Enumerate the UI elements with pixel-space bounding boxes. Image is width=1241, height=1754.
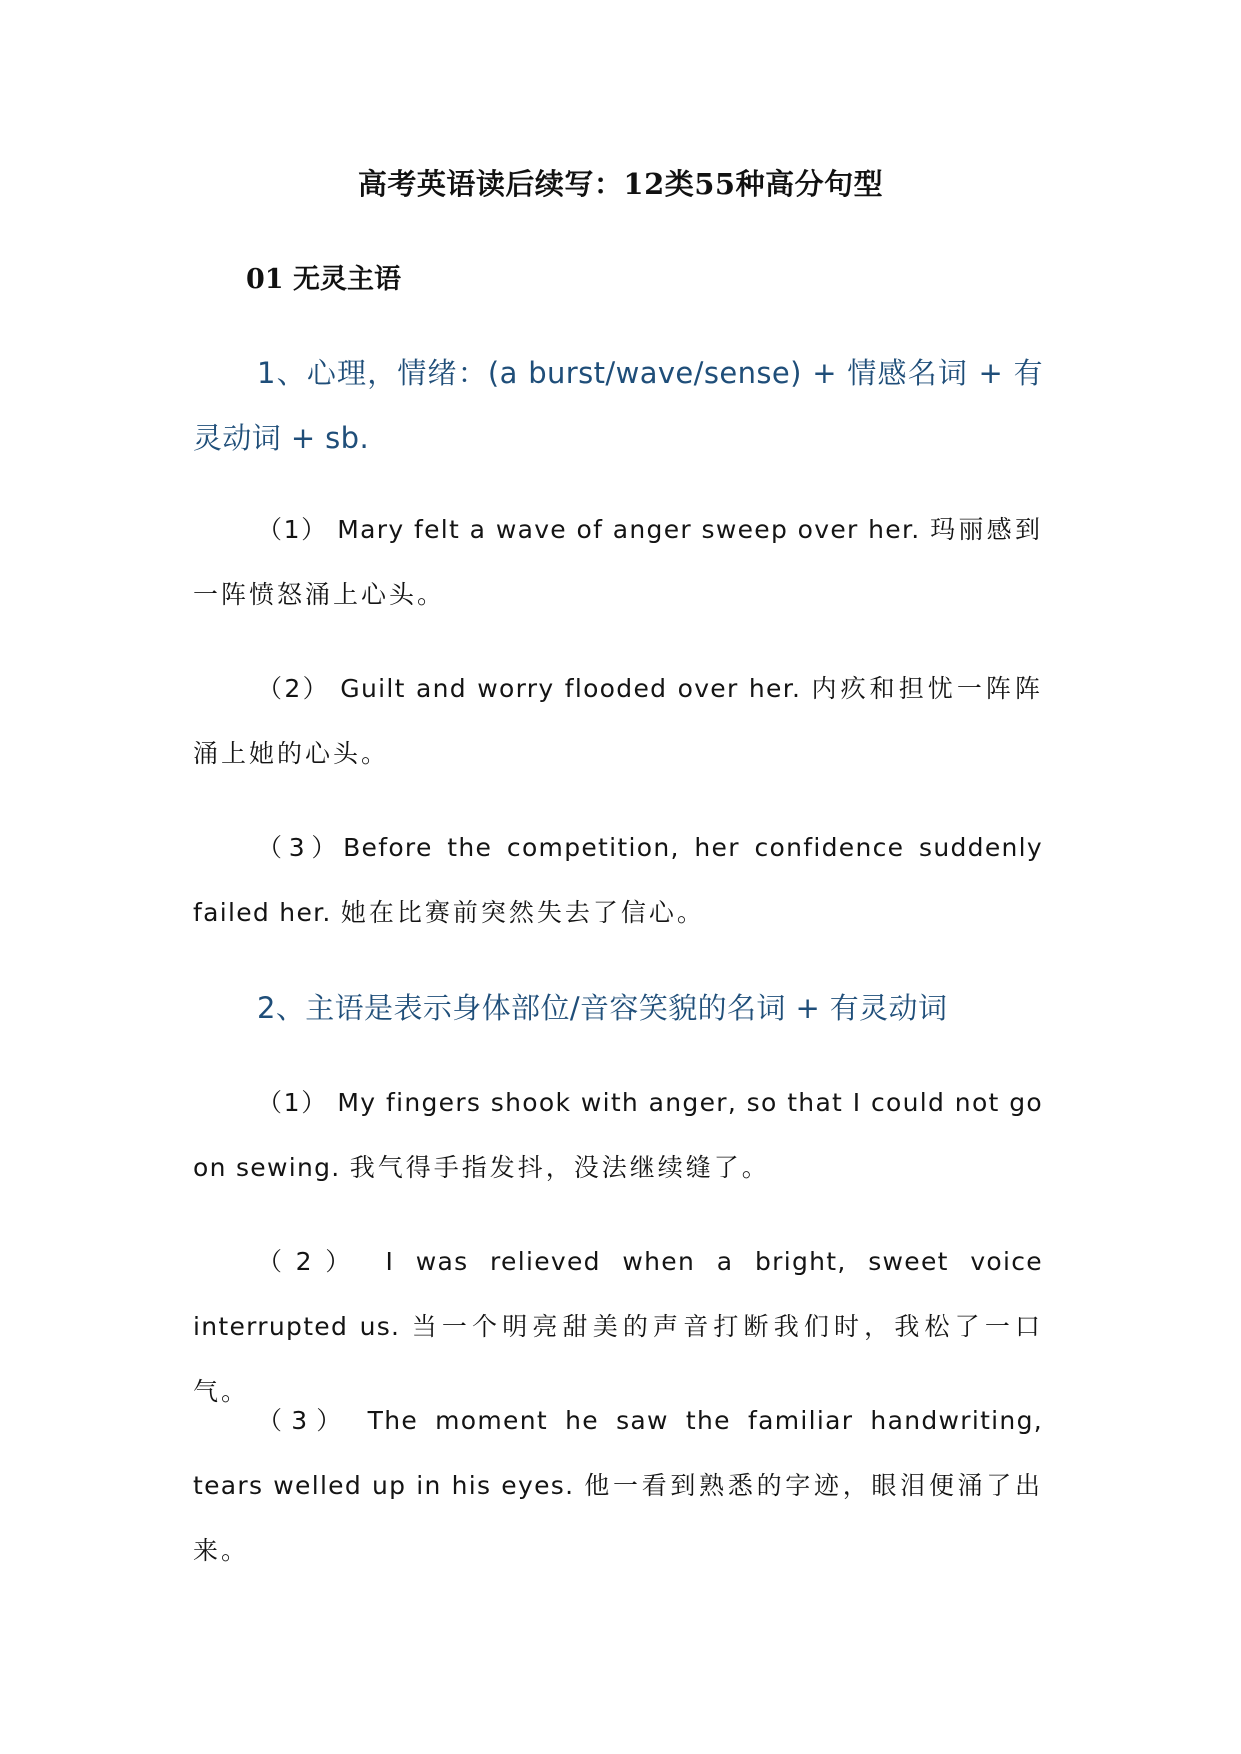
example-english: （1） My fingers shook with anger, so that I could not go on sewing. xyxy=(193,1088,1043,1182)
example-sentence xyxy=(193,656,1043,786)
example-sentence xyxy=(193,497,1043,627)
example-english: （3）Before the competition, her confidence suddenly failed her. xyxy=(193,833,1043,927)
document-title: 高考英语读后续写：12类55种高分句型 xyxy=(357,167,884,201)
example-chinese: 当一个明亮甜美的声音打断我们时，我松了一口气。 xyxy=(193,1312,1044,1406)
example-english: （3） The moment he saw the familiar handwriting, tears welled up in his eyes. xyxy=(193,1406,1043,1500)
example-english: （2） Guilt and worry flooded over her. xyxy=(257,674,802,703)
example-chinese: 她在比赛前突然失去了信心。 xyxy=(340,898,705,927)
category-heading-2: 2、主语是表示身体部位/音容笑貌的名词 + 有灵动词 xyxy=(257,991,948,1025)
example-english: （1） Mary felt a wave of anger sweep over her. xyxy=(257,515,921,544)
example-sentence xyxy=(193,1388,1043,1583)
example-chinese: 内疚和担忧一阵阵涌上她的心头。 xyxy=(193,674,1043,768)
example-english: （2） I was relieved when a bright, sweet voice interrupted us. xyxy=(193,1247,1043,1341)
example-chinese: 他一看到熟悉的字迹，眼泪便涌了出来。 xyxy=(193,1471,1043,1565)
example-sentence xyxy=(193,1070,1043,1200)
section-heading: 01 无灵主语 xyxy=(246,264,401,295)
category-heading-1: 1、心理，情绪：(a burst/wave/sense) + 情感名词 + 有灵动词 + sb. xyxy=(193,356,1043,455)
example-chinese: 我气得手指发抖，没法继续缝了。 xyxy=(349,1153,770,1182)
example-chinese: 玛丽感到一阵愤怒涌上心头。 xyxy=(193,515,1043,609)
example-sentence xyxy=(193,815,1043,945)
